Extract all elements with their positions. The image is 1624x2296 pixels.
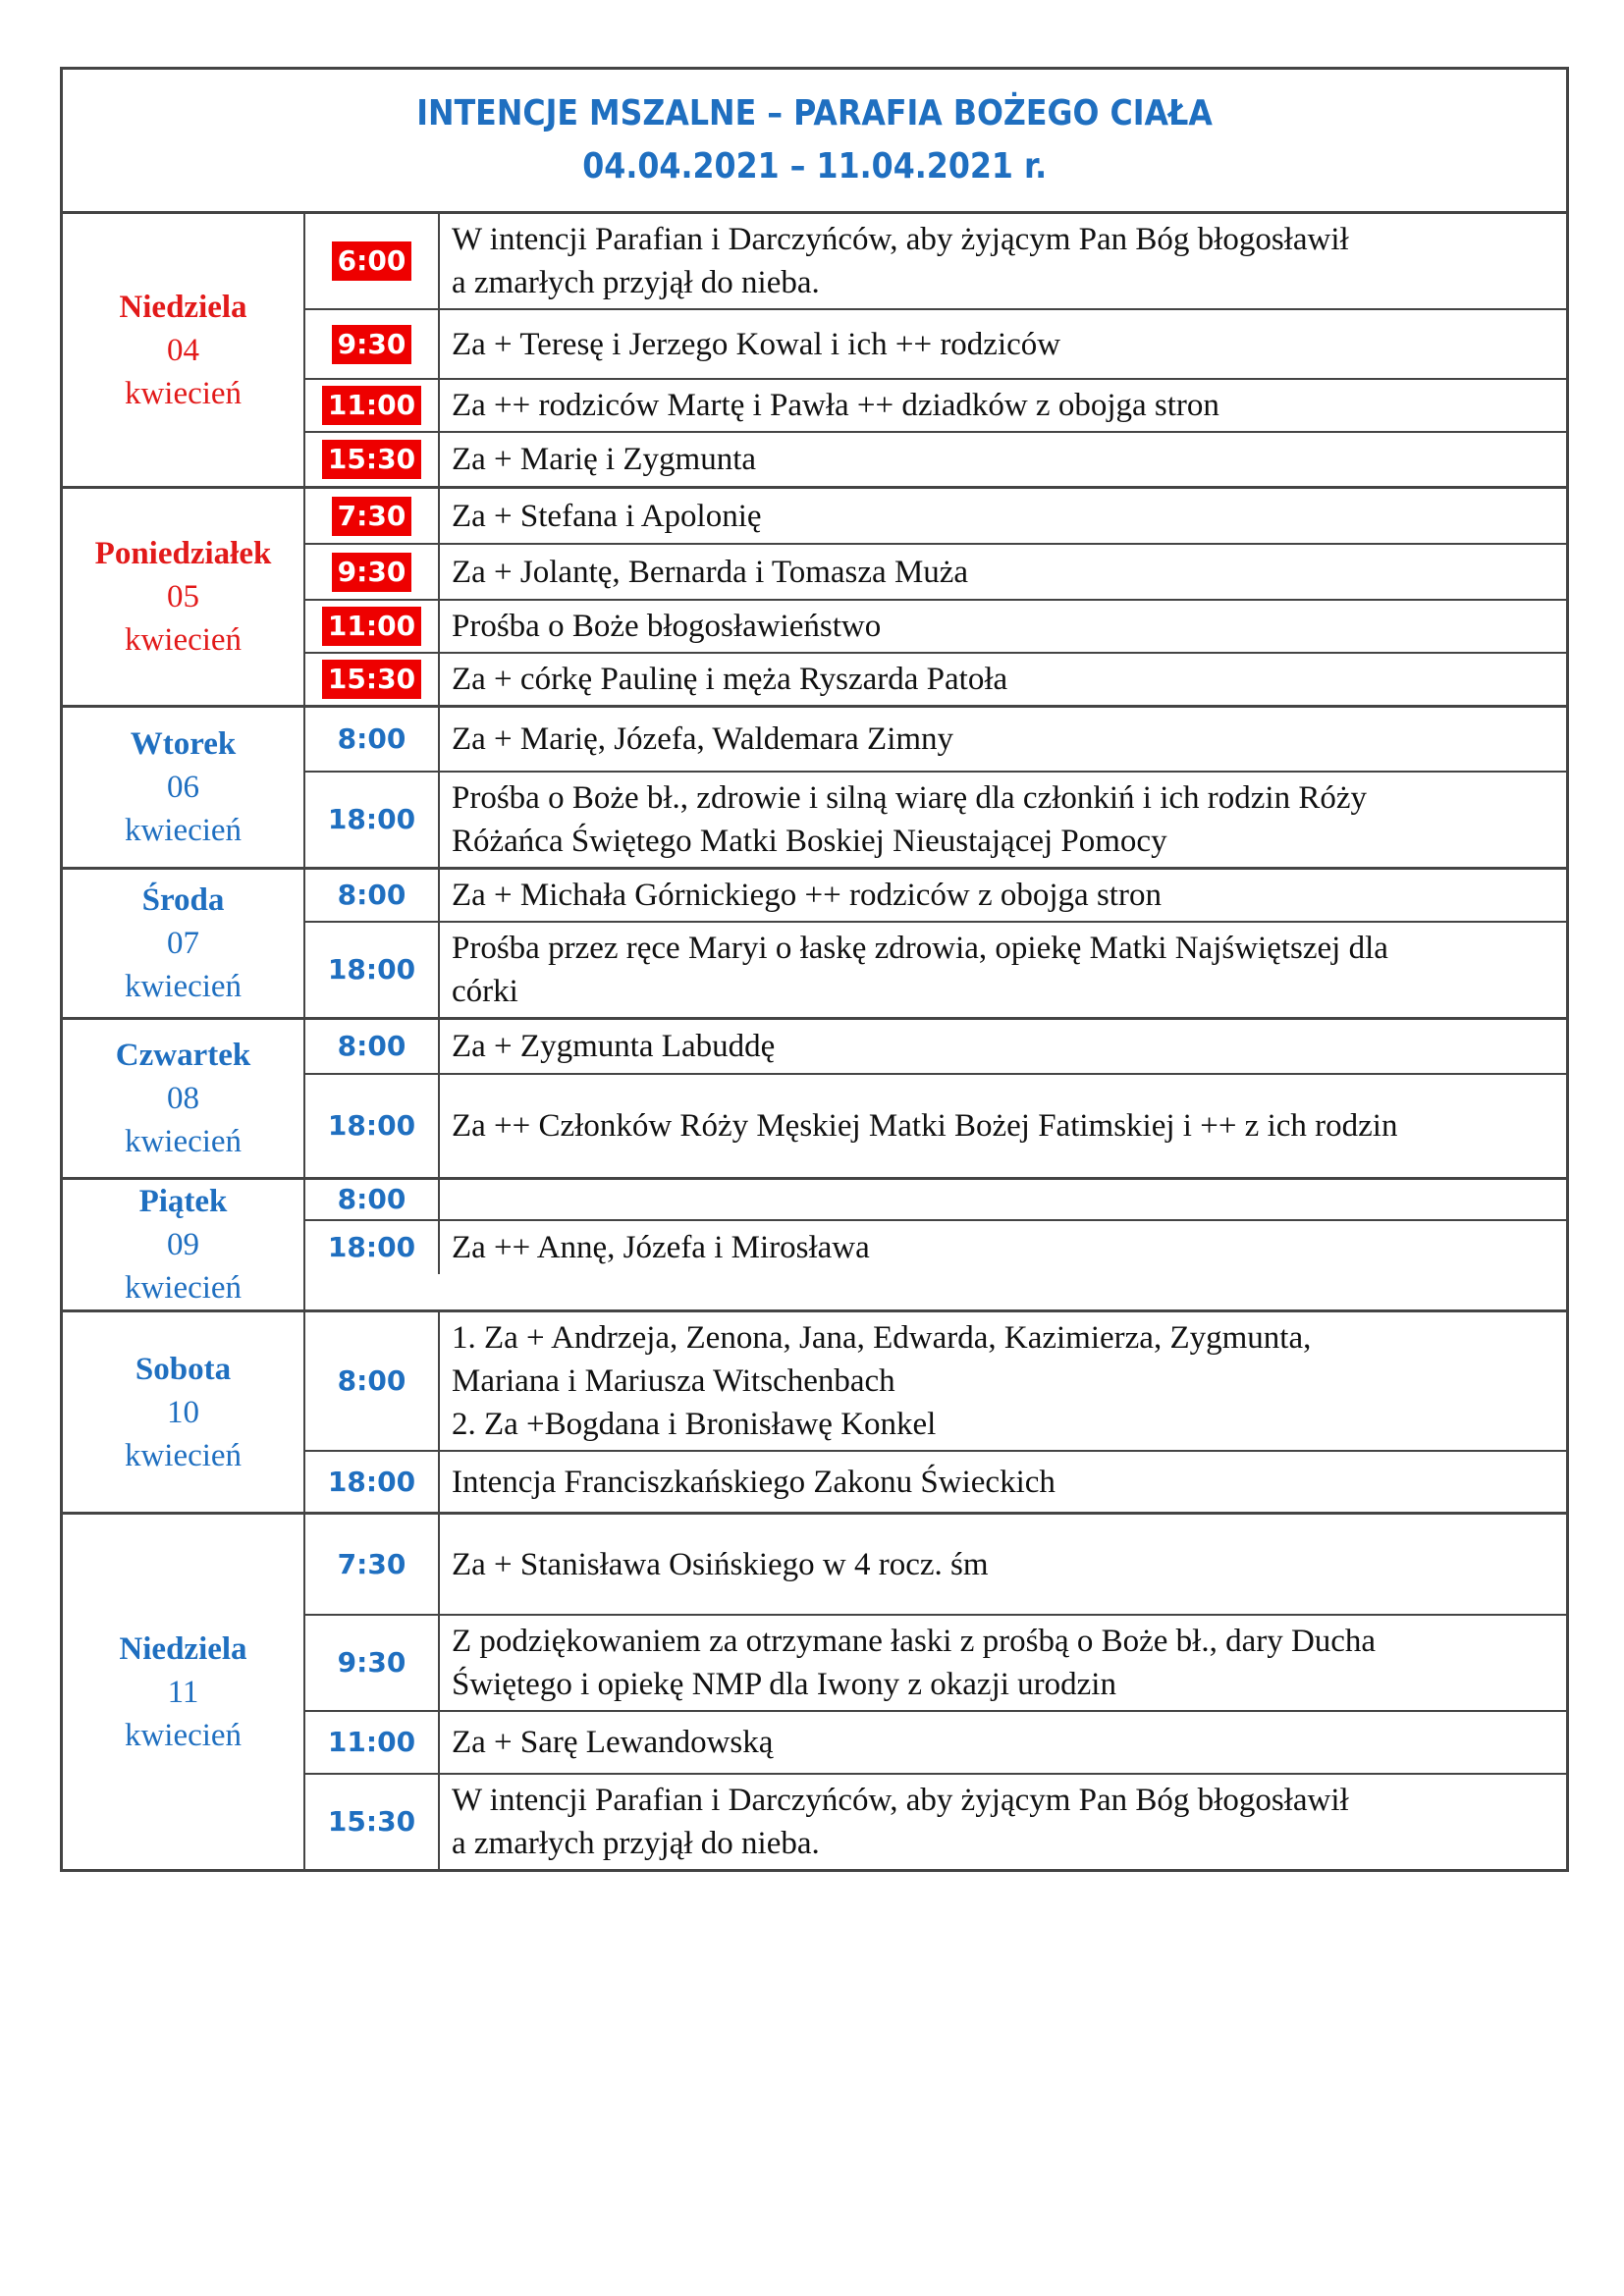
day-name: Sobota — [135, 1351, 232, 1387]
day-name: Poniedziałek — [94, 536, 272, 571]
mass-time: 6:00 — [332, 241, 412, 281]
mass-intentions-sheet — [60, 67, 1569, 1872]
day-number: 07 — [167, 926, 199, 961]
day-number: 04 — [167, 332, 199, 368]
mass-list — [305, 1020, 1566, 1177]
mass-time: 8:00 — [337, 1364, 406, 1397]
mass-time: 18:00 — [327, 1465, 416, 1498]
mass-row — [305, 1775, 1566, 1869]
mass-row — [305, 310, 1566, 380]
day-label — [63, 870, 305, 1017]
day-name: Wtorek — [130, 726, 237, 762]
day-block — [63, 1515, 1566, 1869]
mass-time-cell — [305, 1020, 440, 1073]
mass-intention: Za ++ Członków Róży Męskiej Matki Bożej Fatimskiej i ++ z ich rodzin — [452, 1108, 1398, 1144]
day-name: Niedziela — [119, 1630, 247, 1667]
mass-row — [305, 380, 1566, 433]
mass-intention: Prośba o Boże bł., zdrowie i silną wiarę dla członkiń i ich rodzin Róży Różańca Świętego Matki Boskiej Nieustającej Pomocy — [452, 780, 1368, 859]
mass-intention: Za + Marię, Józefa, Waldemara Zimny — [452, 721, 954, 757]
day-block — [63, 1312, 1566, 1515]
mass-time: 11:00 — [322, 607, 421, 646]
mass-time-cell — [305, 1312, 440, 1450]
mass-intention: Za + Stanisława Osińskiego w 4 rocz. śm — [452, 1546, 989, 1582]
date-range: 04.04.2021 – 11.04.2021 r. — [582, 146, 1047, 187]
mass-row — [305, 1712, 1566, 1775]
mass-row — [305, 1221, 1566, 1274]
mass-time: 9:30 — [332, 553, 412, 592]
mass-intention: Za + Sarę Lewandowską — [452, 1725, 774, 1760]
day-label — [63, 214, 305, 486]
mass-intention: Za + Teresę i Jerzego Kowal i ich ++ rodziców — [452, 326, 1061, 362]
day-month: kwiecień — [124, 813, 243, 848]
day-name: Czwartek — [115, 1038, 251, 1073]
mass-time-cell — [305, 923, 440, 1017]
mass-time: 18:00 — [327, 1109, 416, 1142]
mass-time-cell — [305, 214, 440, 308]
mass-time-cell — [305, 433, 440, 486]
mass-time-cell — [305, 870, 440, 921]
mass-time-cell — [305, 773, 440, 867]
mass-time-cell — [305, 310, 440, 378]
mass-time-cell — [305, 708, 440, 771]
mass-time: 8:00 — [337, 1030, 406, 1062]
day-number: 10 — [167, 1394, 199, 1430]
day-month: kwiecień — [124, 1717, 243, 1753]
mass-intention: Za ++ Annę, Józefa i Mirosława — [452, 1230, 870, 1265]
mass-time: 7:30 — [337, 1547, 406, 1580]
mass-row — [305, 923, 1566, 1017]
day-label — [63, 1312, 305, 1512]
mass-intention: Za + Stefana i Apolonię — [452, 498, 762, 534]
day-month: kwiecień — [124, 375, 243, 411]
day-label — [63, 1515, 305, 1869]
mass-row — [305, 1515, 1566, 1616]
title-box — [63, 70, 1566, 214]
day-block — [63, 1180, 1566, 1312]
mass-intention: Za + Jolantę, Bernarda i Tomasza Muża — [452, 554, 969, 590]
mass-time-cell — [305, 1712, 440, 1773]
mass-row — [305, 654, 1566, 705]
day-number: 08 — [167, 1081, 199, 1116]
day-number: 06 — [167, 770, 199, 805]
mass-time: 15:30 — [322, 440, 421, 479]
mass-time-cell — [305, 380, 440, 431]
day-month: kwiecień — [124, 1124, 243, 1159]
mass-row — [305, 433, 1566, 486]
mass-time-cell — [305, 601, 440, 652]
mass-row — [305, 1452, 1566, 1512]
mass-time-cell — [305, 1616, 440, 1710]
mass-intention — [440, 1180, 1566, 1219]
day-block — [63, 870, 1566, 1020]
mass-intention: Za + Zygmunta Labuddę — [452, 1029, 776, 1064]
mass-time-cell — [305, 1775, 440, 1869]
mass-intention: Za + Michała Górnickiego ++ rodziców z obojga stron — [452, 878, 1162, 913]
mass-row — [305, 489, 1566, 545]
day-number: 11 — [167, 1674, 199, 1710]
mass-time: 7:30 — [332, 497, 412, 536]
schedule-table — [63, 214, 1566, 1869]
day-name: Niedziela — [119, 289, 247, 325]
day-block — [63, 1020, 1566, 1180]
mass-time: 8:00 — [337, 1183, 406, 1215]
mass-time-cell — [305, 1515, 440, 1614]
mass-time: 8:00 — [337, 722, 406, 755]
day-name: Środa — [141, 882, 225, 918]
mass-intention: Prośba o Boże błogosławieństwo — [452, 609, 882, 644]
day-label — [63, 708, 305, 867]
day-label — [63, 489, 305, 705]
mass-list — [305, 708, 1566, 867]
mass-row — [305, 214, 1566, 310]
mass-row — [305, 870, 1566, 923]
mass-intention: Za + córkę Paulinę i męża Ryszarda Patoła — [452, 662, 1008, 697]
mass-time: 15:30 — [322, 660, 421, 699]
mass-row — [305, 1312, 1566, 1452]
day-label — [63, 1020, 305, 1177]
mass-time-cell — [305, 1075, 440, 1177]
mass-row — [305, 1616, 1566, 1712]
day-number: 09 — [167, 1227, 199, 1262]
mass-time-cell — [305, 1221, 440, 1274]
mass-row — [305, 1075, 1566, 1177]
day-month: kwiecień — [124, 1437, 243, 1473]
mass-list — [305, 1312, 1566, 1512]
mass-time: 11:00 — [322, 386, 421, 425]
day-name: Piątek — [138, 1184, 228, 1219]
mass-row — [305, 545, 1566, 601]
mass-time: 18:00 — [327, 803, 416, 835]
mass-time-cell — [305, 654, 440, 705]
mass-row — [305, 1180, 1566, 1221]
mass-row — [305, 708, 1566, 773]
mass-time-cell — [305, 545, 440, 599]
mass-time: 8:00 — [337, 879, 406, 911]
mass-intention: Za + Marię i Zygmunta — [452, 442, 757, 477]
mass-intention: Za ++ rodziców Martę i Pawła ++ dziadków z obojga stron — [452, 388, 1219, 423]
mass-list — [305, 214, 1566, 486]
mass-intention: Z podziękowaniem za otrzymane łaski z prośbą o Boże bł., dary Ducha Świętego i opiekę NMP dla Iwony z okazji urodzin — [452, 1624, 1377, 1702]
mass-time: 18:00 — [327, 1231, 416, 1263]
mass-time: 11:00 — [327, 1726, 416, 1758]
mass-intention: Intencja Franciszkańskiego Zakonu Świeckich — [452, 1464, 1056, 1500]
day-number: 05 — [167, 579, 199, 614]
mass-intention: Prośba przez ręce Maryi o łaskę zdrowia, opiekę Matki Najświętszej dla córki — [452, 931, 1388, 1009]
mass-row — [305, 773, 1566, 867]
day-block — [63, 708, 1566, 870]
page-title: INTENCJE MSZALNE – PARAFIA BOŻEGO CIAŁA — [416, 93, 1213, 133]
day-block — [63, 489, 1566, 708]
mass-list — [305, 870, 1566, 1017]
day-month: kwiecień — [124, 622, 243, 658]
mass-list — [305, 1180, 1566, 1309]
mass-intention: 1. Za + Andrzeja, Zenona, Jana, Edwarda, Kazimierza, Zygmunta, Mariana i Mariusza Witschenbach 2. Za +Bogdana i Bronisławę Konkel — [452, 1320, 1312, 1442]
day-block — [63, 214, 1566, 489]
mass-intention: W intencji Parafian i Darczyńców, aby żyjącym Pan Bóg błogosławił a zmarłych przyjął do nieba. — [452, 222, 1349, 300]
mass-time: 9:30 — [332, 325, 412, 364]
mass-time-cell — [305, 489, 440, 543]
day-label — [63, 1180, 305, 1309]
mass-row — [305, 1020, 1566, 1075]
mass-list — [305, 489, 1566, 705]
day-month: kwiecień — [124, 1270, 243, 1306]
mass-time: 15:30 — [327, 1805, 416, 1838]
mass-row — [305, 601, 1566, 654]
mass-time: 9:30 — [337, 1646, 406, 1679]
mass-time-cell — [305, 1180, 440, 1219]
mass-list — [305, 1515, 1566, 1869]
mass-time-cell — [305, 1452, 440, 1512]
mass-time: 18:00 — [327, 953, 416, 986]
mass-intention: W intencji Parafian i Darczyńców, aby żyjącym Pan Bóg błogosławił a zmarłych przyjął do nieba. — [452, 1783, 1349, 1861]
day-month: kwiecień — [124, 969, 243, 1004]
